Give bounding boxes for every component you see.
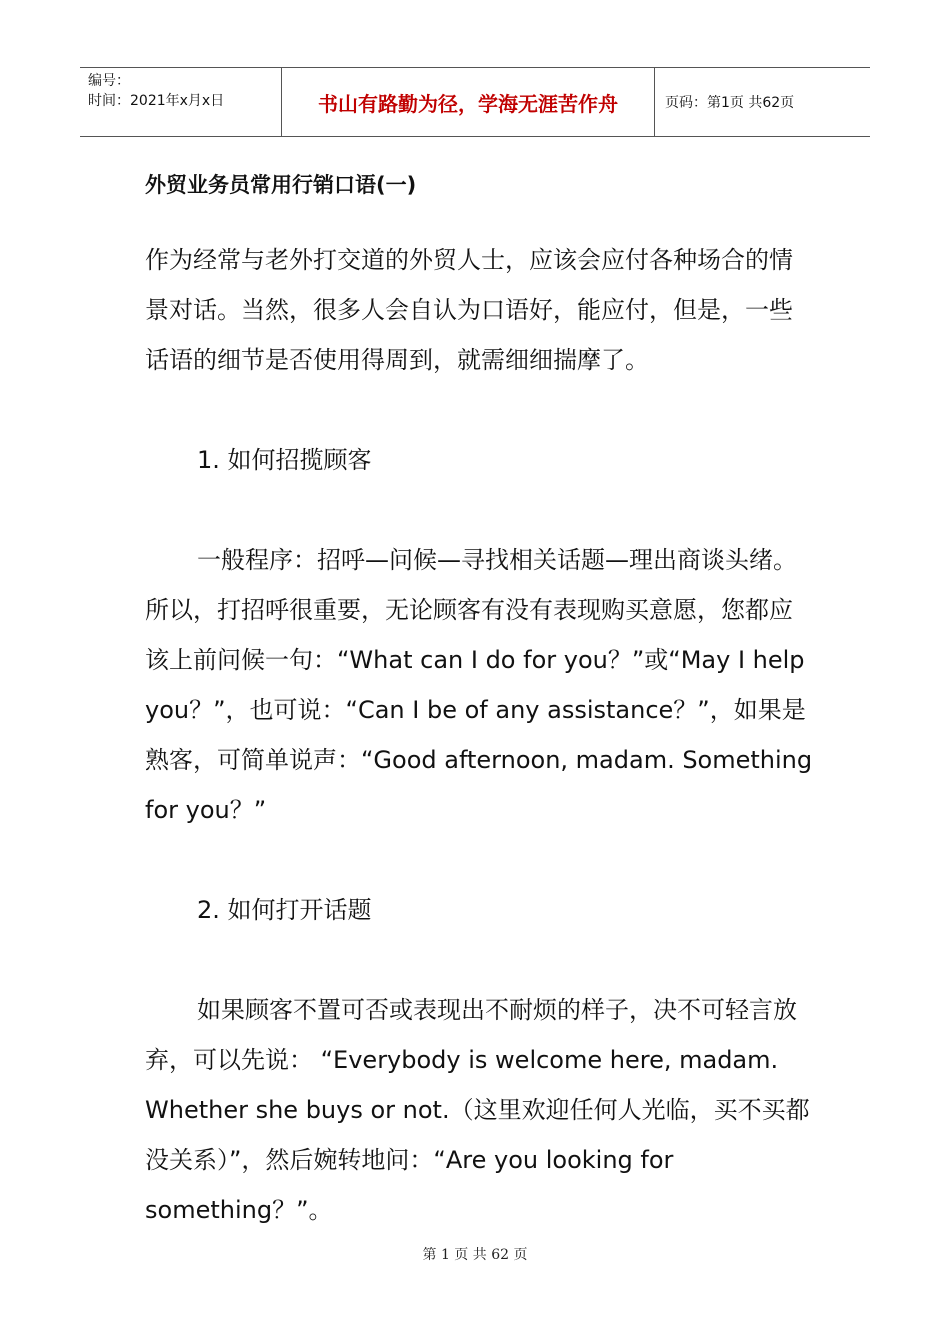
article-title: 外贸业务员常用行销口语(一) <box>145 173 417 197</box>
section-1-body: 一般程序：招呼—问候—寻找相关话题—理出商谈头绪。所以，打招呼很重要，无论顾客有没有表现购买意愿，您都应该上前问候一句：“What can I do for you？”或“May I help you？”，也可说：“Can I be of any assistance？”，如果是熟客，可简单说声：“Good afternoon, madam. Something for you？” <box>145 546 813 824</box>
intro-paragraph: 作为经常与老外打交道的外贸人士，应该会应付各种场合的情景对话。当然，很多人会自认为口语好，能应付，但是，一些话语的细节是否使用得周到，就需细细揣摩了。 <box>145 246 793 374</box>
section-2-body: 如果顾客不置可否或表现出不耐烦的样子，决不可轻言放弃，可以先说： “Everybody is welcome here, madam. Whether she buys or not.（这里欢迎任何人光临，买不买都没关系）”，然后婉转地问：“Are you looking for something？”。 <box>145 996 810 1224</box>
code-label: 编号： <box>88 73 130 89</box>
header-page-info: 页码：第1页 共62页 <box>665 95 795 111</box>
date-line: 时间：2021年x月x日 <box>88 93 225 109</box>
section-2-heading: 2. 如何打开话题 <box>197 896 372 924</box>
document-header <box>80 67 870 137</box>
page-footer: 第 1 页 共 62 页 <box>422 1247 528 1263</box>
document-body <box>145 165 815 1235</box>
header-meta <box>80 68 282 136</box>
header-motto: 书山有路勤为径，学海无涯苦作舟 <box>282 68 655 136</box>
section-1-heading: 1. 如何招揽顾客 <box>197 446 372 474</box>
